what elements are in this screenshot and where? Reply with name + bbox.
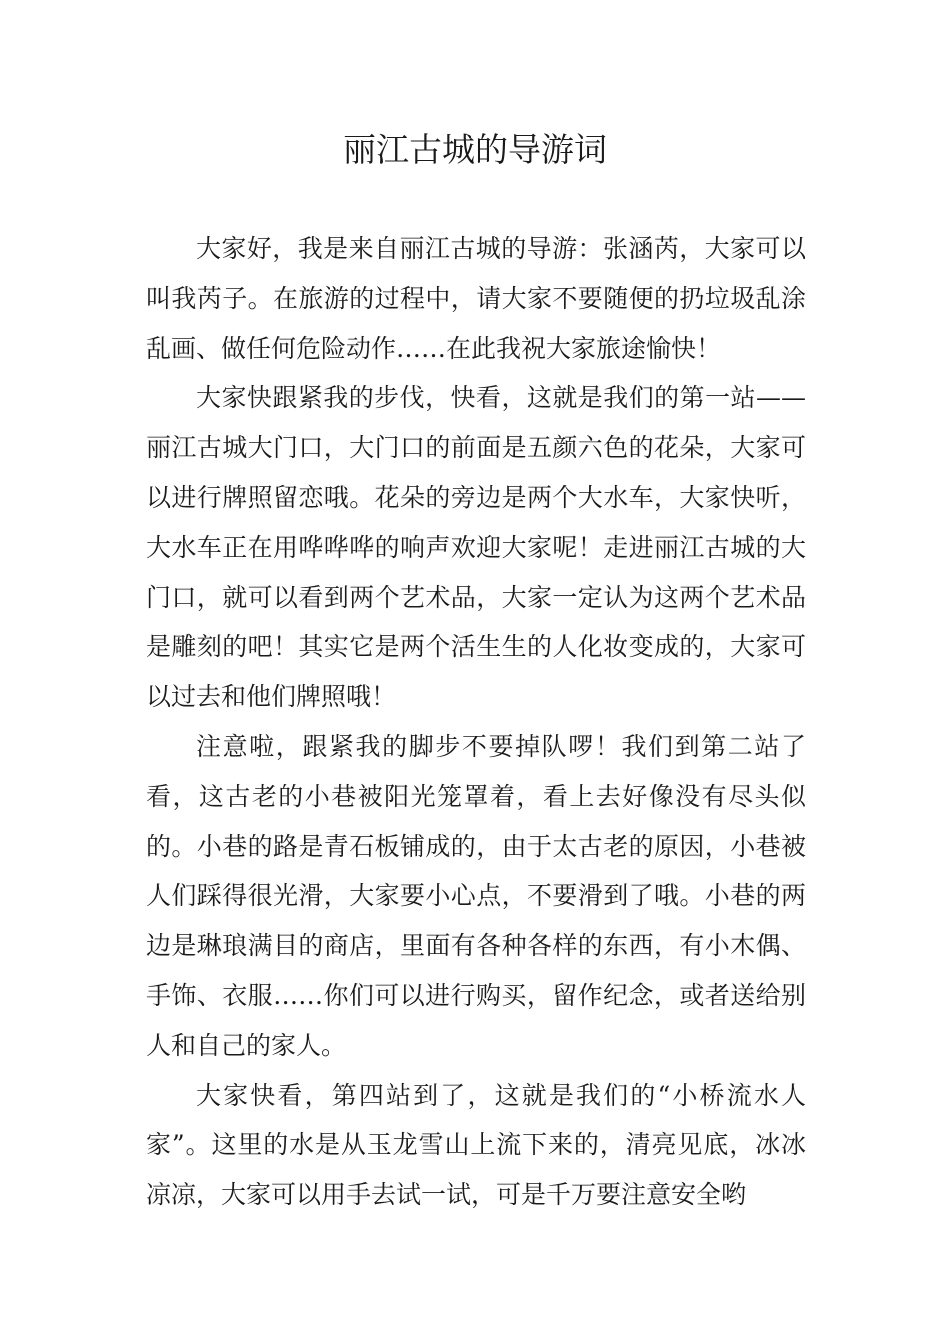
document-body <box>146 224 806 1220</box>
document-title: 丽江古城的导游词 <box>343 130 607 169</box>
paragraph-second-stop: 注意啦，跟紧我的脚步不要掉队啰！我们到第二站了看，这古老的小巷被阳光笼罩着，看上去好像没有尽头似的。小巷的路是青石板铺成的，由于太古老的原因，小巷被人们踩得很光滑，大家要小心点，不要滑到了哦。小巷的两边是琳琅满目的商店，里面有各种各样的东西，有小木偶、手饰、衣服……你们可以进行购买，留作纪念，或者送给别人和自己的家人。 <box>146 731 806 1060</box>
paragraph-fourth-stop: 大家快看，第四站到了，这就是我们的“小桥流水人家”。这里的水是从玉龙雪山上流下来的，清亮见底，冰冰凉凉，大家可以用手去试一试，可是千万要注意安全哟 <box>146 1080 806 1210</box>
paragraph-greeting: 大家好，我是来自丽江古城的导游：张涵芮，大家可以叫我芮子。在旅游的过程中，请大家不要随便的扔垃圾乱涂乱画、做任何危险动作……在此我祝大家旅途愉快！ <box>146 234 806 363</box>
paragraph-first-stop: 大家快跟紧我的步伐，快看，这就是我们的第一站——丽江古城大门口，大门口的前面是五颜六色的花朵，大家可以进行牌照留恋哦。花朵的旁边是两个大水车，大家快听，大水车正在用哗哗哗的响声欢迎大家呢！走进丽江古城的大门口，就可以看到两个艺术品，大家一定认为这两个艺术品是雕刻的吧！其实它是两个活生生的人化妆变成的，大家可以过去和他们牌照哦！ <box>146 383 806 712</box>
